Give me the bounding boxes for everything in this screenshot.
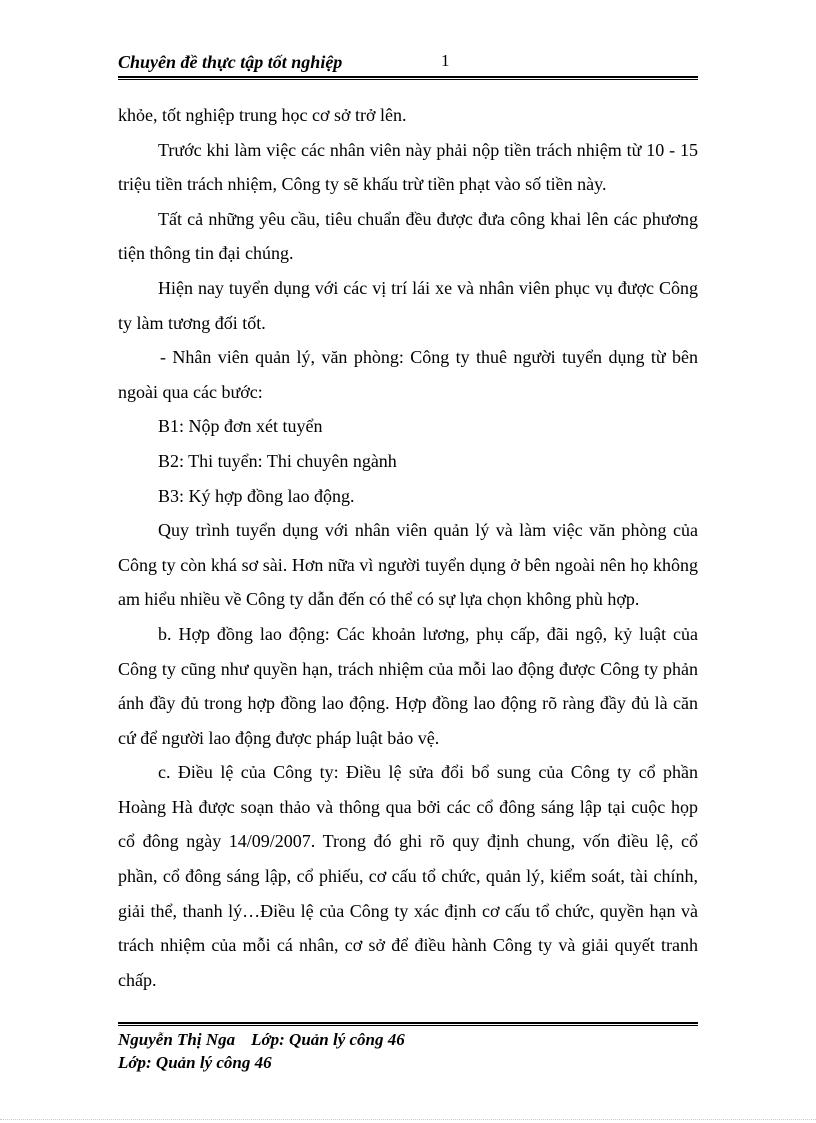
step-item: B1: Nộp đơn xét tuyển — [158, 416, 323, 437]
footer-class-line: Lớp: Quản lý công 46 — [118, 1053, 272, 1072]
header-divider — [118, 76, 698, 80]
page-edge — [0, 1119, 816, 1120]
page-number: 1 — [441, 51, 450, 70]
body-text — [118, 98, 698, 997]
paragraph: khỏe, tốt nghiệp trung học cơ sở trở lên. — [118, 105, 407, 125]
paragraph: Trước khi làm việc các nhân viên này phải nộp tiền trách nhiệm từ 10 - 15 triệu tiền trách nhiệm, Công ty sẽ khấu trừ tiền phạt vào số tiền này. — [118, 139, 698, 195]
page-header — [118, 52, 698, 76]
step-item: B2: Thi tuyển: Thi chuyên ngành — [158, 450, 397, 471]
page-footer — [118, 1028, 698, 1074]
paragraph: b. Hợp đồng lao động: Các khoản lương, phụ cấp, đãi ngộ, kỷ luật của Công ty cũng như quyền hạn, trách nhiệm của mỗi lao động được Công ty phản ánh đầy đủ trong hợp đồng lao động. Hợp đồng lao động rõ ràng đầy đủ là căn cứ để người lao động được pháp luật bảo vệ. — [118, 623, 698, 748]
paragraph: Tất cả những yêu cầu, tiêu chuẩn đều được đưa công khai lên các phương tiện thông tin đại chúng. — [118, 208, 698, 264]
footer-divider — [118, 1022, 698, 1026]
paragraph: Hiện nay tuyển dụng với các vị trí lái xe và nhân viên phục vụ được Công ty làm tương đối tốt. — [118, 277, 698, 333]
header-title: Chuyên đề thực tập tốt nghiệp — [118, 52, 343, 72]
paragraph: c. Điều lệ của Công ty: Điều lệ sửa đổi bổ sung của Công ty cổ phần Hoàng Hà được soạn thảo và thông qua bởi các cổ đông sáng lập tại cuộc họp cổ đông ngày 14/09/2007. Trong đó ghi rõ quy định chung, vốn điều lệ, cổ phần, cổ đông sáng lập, cổ phiếu, cơ cấu tổ chức, quản lý, kiểm soát, tài chính, giải thể, thanh lý…Điều lệ của Công ty xác định cơ cấu tổ chức, quyền hạn và trách nhiệm của mỗi cá nhân, cơ sở để điều hành Công ty và giải quyết tranh chấp. — [118, 762, 698, 990]
step-item: B3: Ký hợp đồng lao động. — [158, 485, 355, 506]
paragraph: Quy trình tuyển dụng với nhân viên quản lý và làm việc văn phòng của Công ty còn khá sơ sài. Hơn nữa vì người tuyển dụng ở bên ngoài nên họ không am hiểu nhiều về Công ty dẫn đến có thể có sự lựa chọn không phù hợp. — [118, 520, 698, 610]
footer-line-1 — [118, 1028, 698, 1051]
footer-author: Nguyễn Thị Nga — [118, 1030, 236, 1049]
footer-class-inline: Lớp: Quản lý công 46 — [251, 1030, 405, 1049]
paragraph: - Nhân viên quản lý, văn phòng: Công ty thuê người tuyển dụng từ bên ngoài qua các bước: — [118, 347, 698, 402]
